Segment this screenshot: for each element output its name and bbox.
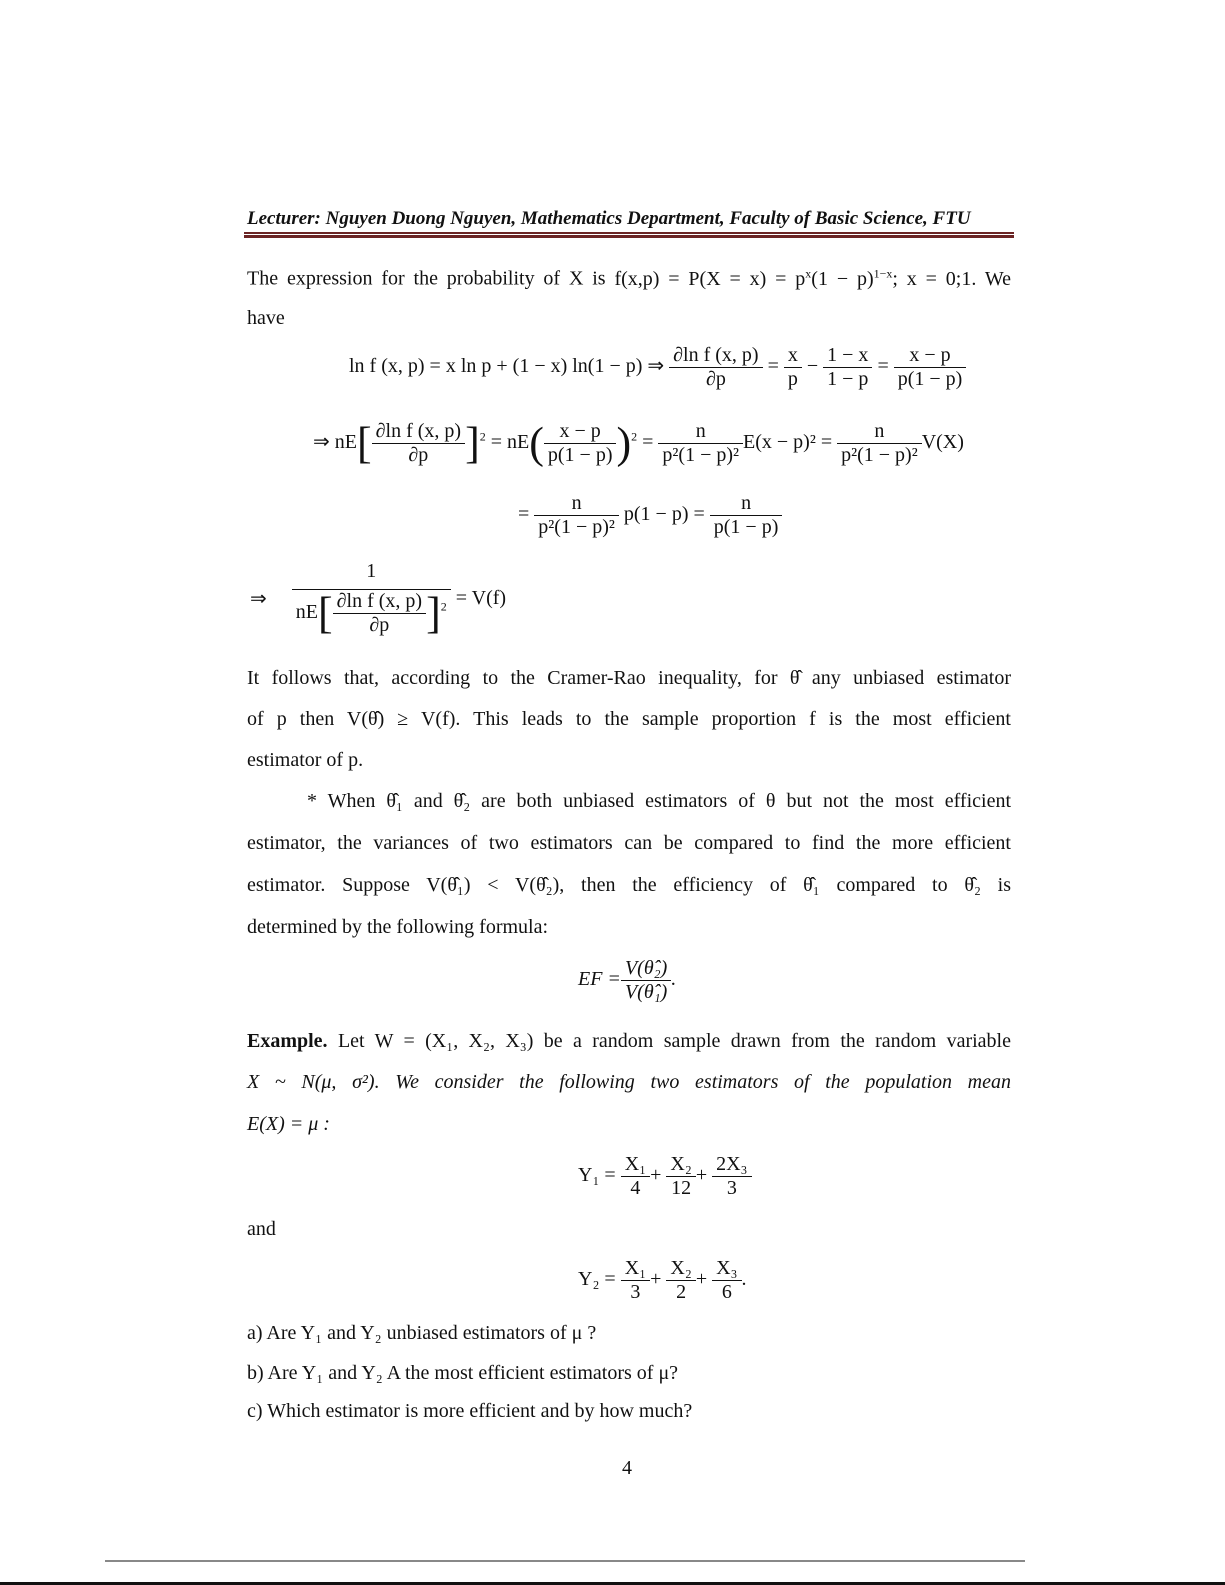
question-b: b) Are Y₁ and Y₂ A the most efficient estimators of μ? bbox=[247, 1362, 679, 1384]
paragraph-line: and bbox=[247, 1218, 276, 1240]
equation-1: ln f (x, p) = x ln p + (1 − x) ln(1 − p) ⇒ $\frac{\text{∂ln f (x, p)}}{\partial p}$ = $\frac{x}{p}$ − $\frac{1 - x}{1 - p}$ = $\frac{x - p}{p(1 - p)}$ bbox=[349, 344, 966, 391]
paragraph-line: Example. Let W = (X₁, X₂, X₃) be a random sample drawn from the random variable bbox=[247, 1030, 1011, 1052]
estimator-y2: Y₂ = $\frac{\text{X₁}}{3}$ + $\frac{\text{X₂}}{2}$ + $\frac{\text{X₃}}{6}$ . bbox=[578, 1257, 747, 1303]
paragraph-line: of p then V(θ̂) ≥ V(f). This leads to the sample proportion f is the most efficient bbox=[247, 708, 1011, 730]
equation-4: ⇒ 1 nE[ $\frac{\text{∂ln f (x, p)}}{\partial p}$ ]$^2$ = V(f) bbox=[250, 560, 507, 638]
equation-2: ⇒ nE[ $\frac{\text{∂ln f (x, p)}}{\partial p}$ ]$^2$ = nE( $\frac{x - p}{p(1 - p)}$ )$^2$ = $\frac{n}{\text{p²(1 − p)²}}$ E(x − p)² = $\frac{n}{\text{p²(1 − p)²}}$ V(X) bbox=[313, 418, 964, 468]
page-bottom-divider bbox=[105, 1560, 1025, 1562]
question-a: a) Are Y₁ and Y₂ unbiased estimators of μ ? bbox=[247, 1322, 597, 1344]
paragraph-line: * When θ̂₁ and θ̂₂ are both unbiased estimators of θ but not the most efficient bbox=[307, 790, 1011, 812]
header-rule-thick bbox=[244, 235, 1014, 238]
estimator-y1: Y₁ = $\frac{\text{X₁}}{4}$ + $\frac{\text{X₂}}{12}$ + $\frac{\text{2X₃}}{3}$ bbox=[578, 1153, 752, 1200]
header-rule bbox=[244, 232, 1014, 234]
equation-3: = $\frac{n}{\text{p²(1 − p)²}}$ p(1 − p) = $\frac{n}{p(1 - p)}$ bbox=[518, 492, 782, 539]
paragraph-line: have bbox=[247, 307, 285, 329]
question-c: c) Which estimator is more efficient and by how much? bbox=[247, 1400, 693, 1422]
page-number: 4 bbox=[622, 1457, 632, 1479]
paragraph-line: E(X) = μ : bbox=[247, 1113, 330, 1135]
paragraph-line: determined by the following formula: bbox=[247, 916, 549, 938]
efficiency-formula: EF = $\frac{\text{V(θ̂₂)}}{\text{V(θ̂₁)}}$ . bbox=[578, 957, 677, 1003]
paragraph-line: estimator. Suppose V(θ̂₁) < V(θ̂₂), then the efficiency of θ̂₁ compared to θ̂₂ is bbox=[247, 874, 1011, 896]
paragraph-line: It follows that, according to the Cramer-Rao inequality, for θ̂ any unbiased estimator bbox=[247, 667, 1011, 689]
paragraph-line: The expression for the probability of X is $f(x,p) = P(X = x) = p^x(1 - p)^{1-x}$; x = 0;1. We bbox=[247, 266, 1011, 290]
page-header: Lecturer: Nguyen Duong Nguyen, Mathematics Department, Faculty of Basic Science, FTU bbox=[247, 208, 971, 229]
paragraph-line: X ~ N(μ, σ²). We consider the following two estimators of the population mean bbox=[247, 1071, 1011, 1093]
paragraph-line: estimator, the variances of two estimators can be compared to find the more efficient bbox=[247, 832, 1011, 854]
paragraph-line: estimator of p. bbox=[247, 749, 364, 771]
